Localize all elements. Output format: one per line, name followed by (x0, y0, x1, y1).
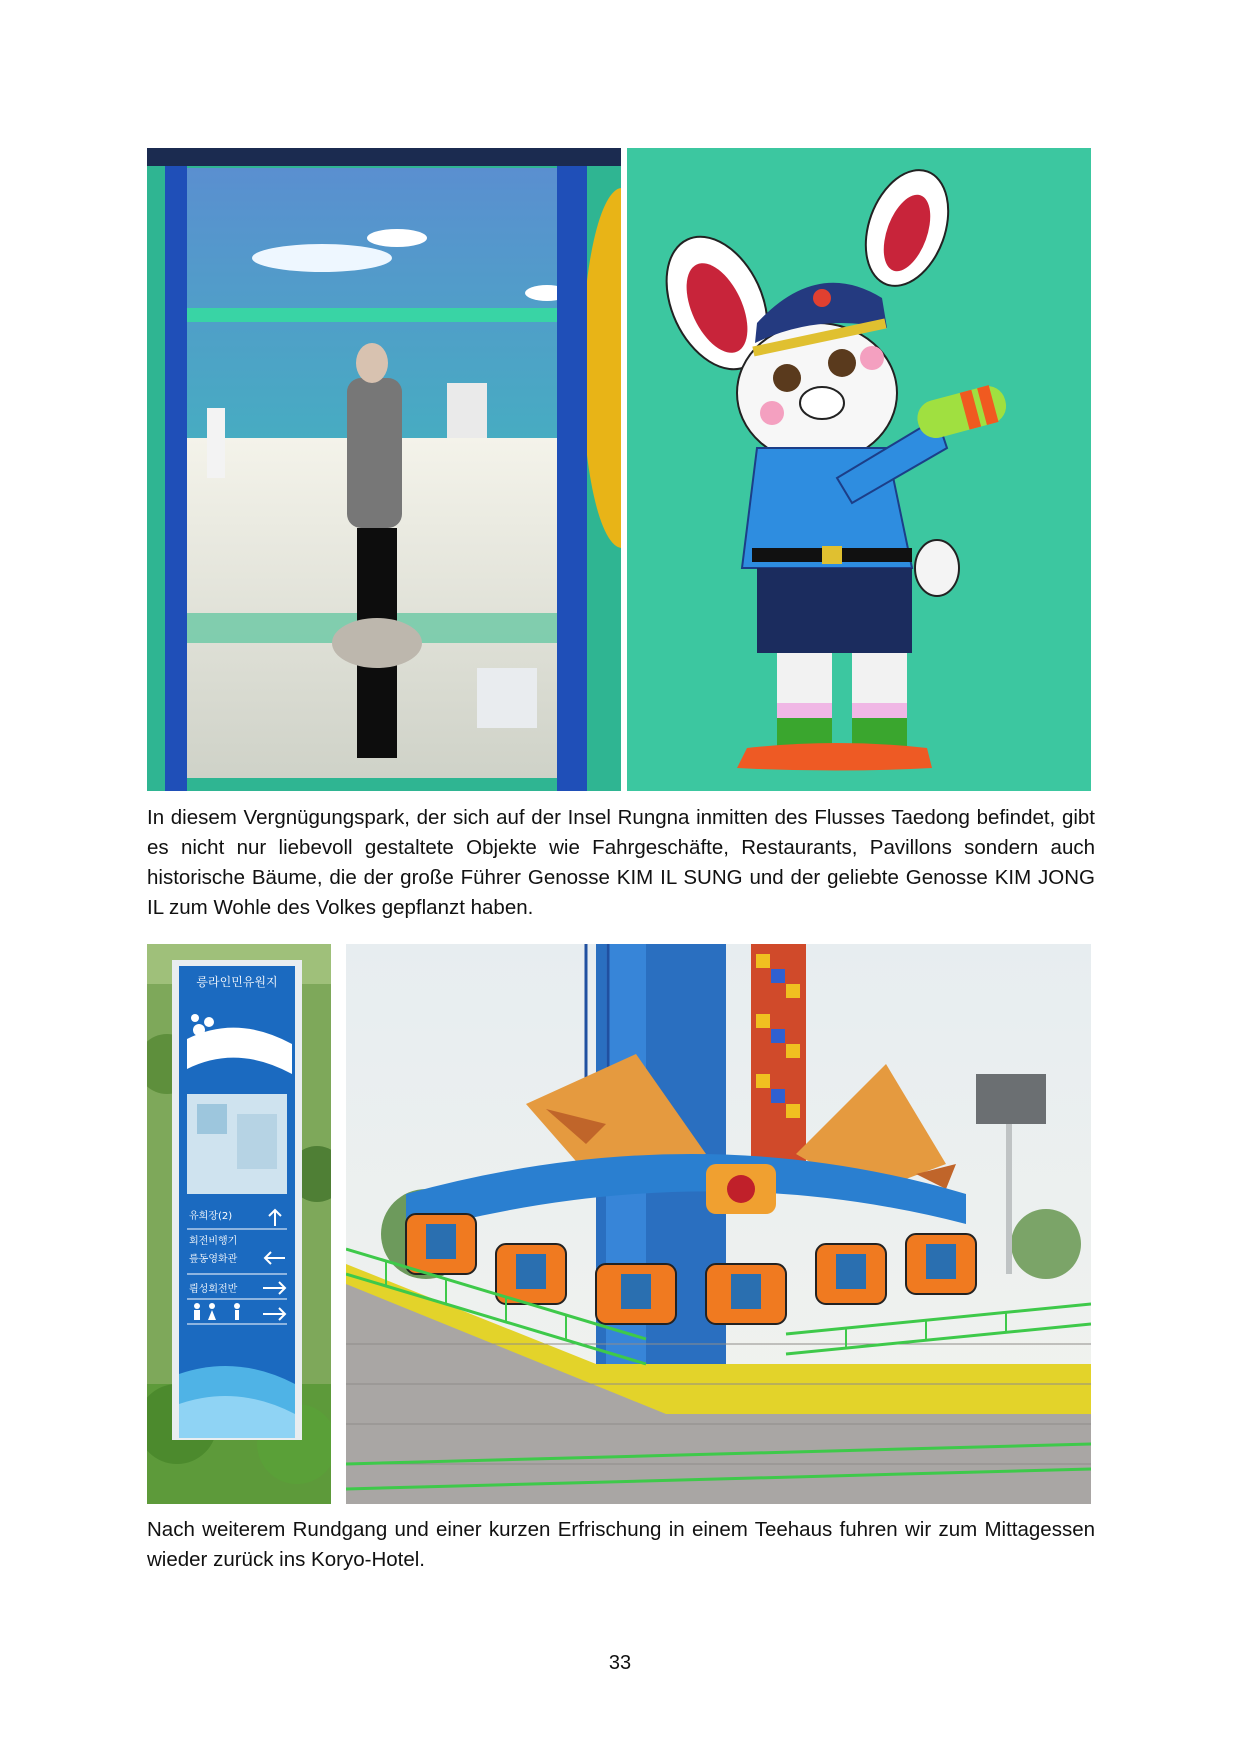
sign-row-1: 유희장(2) (189, 1211, 233, 1222)
eagle-swing-ride-photo (346, 944, 1091, 1504)
funhouse-mirror-photo (147, 148, 621, 791)
page-number: 33 (608, 1652, 632, 1674)
sign-title: 릉라인민유원지 (196, 975, 278, 989)
paragraph-2: Nach weiterem Rundgang und einer kurzen Erfrischung in einem Teehaus fuhren wir zum Mittagessen wieder zurück ins Koryo-Hotel. (147, 1518, 1095, 1571)
park-sign-photo (147, 944, 331, 1504)
sign-row-2: 회전비행기 (189, 1236, 238, 1247)
paragraph-1: In diesem Vergnügungspark, der sich auf der Insel Rungna inmitten des Flusses Taedong befindet, gibt es nicht nur liebevoll gestaltete Objekte wie Fahrgeschäfte, Restaurants, Pavillons sondern auch historische Bäume, die der große Führer Genosse KIM IL SUNG und der geliebte Genosse KIM JONG IL zum Wohle des Volkes gepflanzt haben. (147, 806, 1095, 919)
sign-row-3: 릎동영화관 (189, 1254, 238, 1265)
rabbit-officer-photo (627, 148, 1091, 791)
sign-row-4: 릠성회전반 (189, 1284, 238, 1295)
